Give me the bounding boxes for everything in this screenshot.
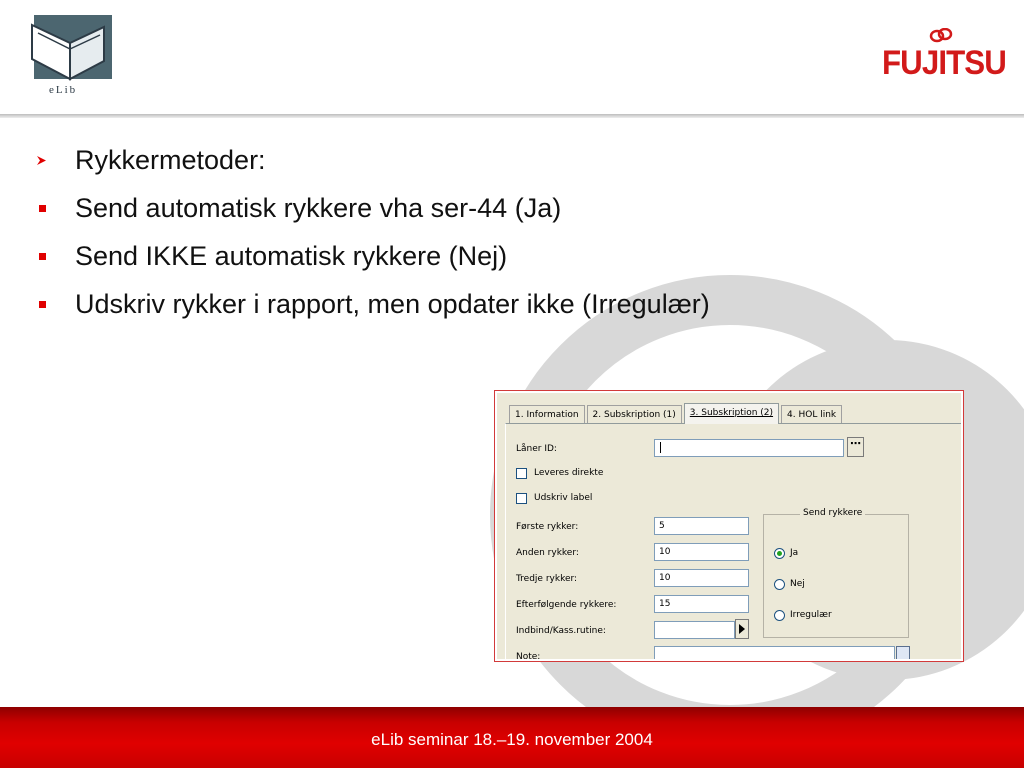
bullet-text: Rykkermetoder: bbox=[75, 145, 266, 175]
radio-nej[interactable] bbox=[774, 579, 785, 590]
udskriv-label-checkbox[interactable] bbox=[516, 493, 527, 504]
efterfolgende-rykkere-label: Efterfølgende rykkere: bbox=[516, 600, 617, 610]
square-bullet-icon bbox=[39, 301, 46, 308]
arrow-right-icon bbox=[736, 620, 748, 638]
slide-header bbox=[0, 0, 1024, 114]
udskriv-label-label: Udskriv label bbox=[534, 493, 593, 503]
subscription-dialog bbox=[497, 393, 961, 659]
bullet-item bbox=[36, 236, 936, 284]
browse-button[interactable]: ⋯ bbox=[847, 437, 864, 457]
efterfolgende-rykkere-input[interactable]: 15 bbox=[654, 595, 749, 613]
tab-subskription-1[interactable]: 2. Subskription (1) bbox=[587, 405, 682, 423]
bullet-text: Udskriv rykker i rapport, men opdater ikke (Irregulær) bbox=[75, 289, 710, 319]
arrow-bullet-icon bbox=[36, 140, 66, 180]
indbind-select[interactable] bbox=[654, 621, 735, 639]
note-input[interactable] bbox=[654, 646, 895, 659]
anden-rykker-label: Anden rykker: bbox=[516, 548, 579, 558]
bullet-text: Send automatisk rykkere vha ser-44 (Ja) bbox=[75, 193, 562, 223]
tab-subskription-2[interactable]: 3. Subskription (2) bbox=[684, 403, 779, 424]
radio-nej-label: Nej bbox=[790, 579, 805, 589]
anden-rykker-input[interactable]: 10 bbox=[654, 543, 749, 561]
bullet-item bbox=[36, 284, 936, 332]
tab-hol-link[interactable]: 4. HOL link bbox=[781, 405, 842, 423]
indbind-label: Indbind/Kass.rutine: bbox=[516, 626, 606, 636]
footer-text: eLib seminar 18.–19. november 2004 bbox=[371, 730, 653, 749]
fujitsu-logo-text: FUJITSU bbox=[882, 44, 1006, 82]
square-bullet-icon bbox=[39, 205, 46, 212]
header-divider bbox=[0, 114, 1024, 118]
note-edit-icon[interactable] bbox=[896, 646, 910, 659]
indbind-dropdown-button[interactable] bbox=[735, 619, 749, 639]
send-rykkere-title: Send rykkere bbox=[800, 508, 865, 518]
bullet-item bbox=[36, 140, 936, 188]
forste-rykker-label: Første rykker: bbox=[516, 522, 579, 532]
tredje-rykker-label: Tredje rykker: bbox=[516, 574, 578, 584]
radio-ja[interactable] bbox=[774, 548, 785, 559]
laaner-id-input[interactable] bbox=[654, 439, 844, 457]
square-bullet-icon bbox=[39, 253, 46, 260]
bullet-list bbox=[36, 140, 936, 332]
radio-irregulaer-label: Irregulær bbox=[790, 610, 832, 620]
text-cursor bbox=[660, 442, 661, 453]
send-rykkere-groupbox bbox=[763, 514, 909, 638]
leveres-direkte-checkbox[interactable] bbox=[516, 468, 527, 479]
elib-logo-text: eLib bbox=[49, 84, 78, 96]
tredje-rykker-input[interactable]: 10 bbox=[654, 569, 749, 587]
radio-ja-label: Ja bbox=[790, 548, 799, 558]
laaner-id-label: Låner ID: bbox=[516, 444, 557, 454]
radio-irregulaer[interactable] bbox=[774, 610, 785, 621]
tab-information[interactable]: 1. Information bbox=[509, 405, 585, 423]
bullet-text: Send IKKE automatisk rykkere (Nej) bbox=[75, 241, 508, 271]
note-label: Note: bbox=[516, 652, 541, 659]
leveres-direkte-label: Leveres direkte bbox=[534, 468, 604, 478]
forste-rykker-input[interactable]: 5 bbox=[654, 517, 749, 535]
bullet-item bbox=[36, 188, 936, 236]
tab-strip bbox=[509, 403, 844, 423]
